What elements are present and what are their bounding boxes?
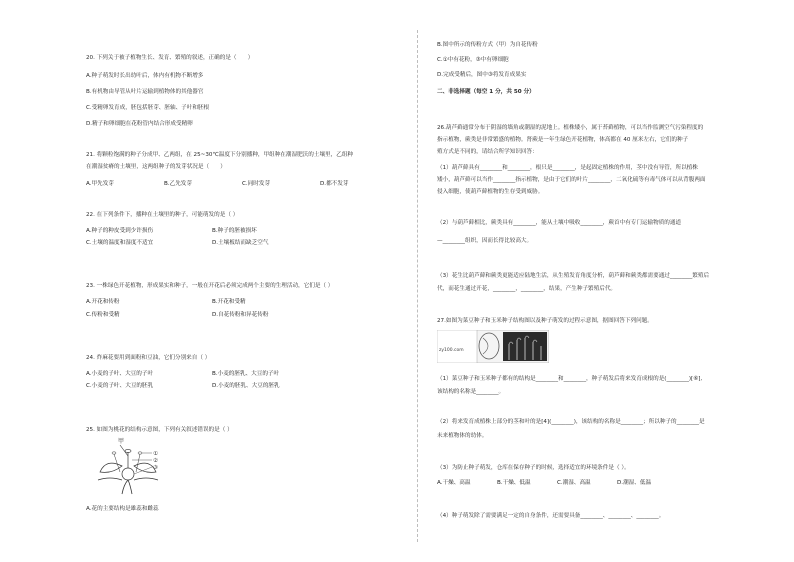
option-d: D.完成受精后，图中③将发育成果实 [437,72,527,78]
question-stem: 27.如图为菜豆种子和玉米种子结构图以及种子萌发的过程示意图，据图回答下列问题。 [437,318,653,324]
column-divider [417,30,418,542]
sub-question-3: （3）为防止种子萌发，仓库在保存种子的时候，选择适宜的环境条件是（ ）。 [437,465,630,471]
question-stem: 23. 一株绿色开花植物，形成果实和种子，一般在开花后必须完成两个主要的生理活动，它们是（ ） [86,283,334,289]
option-d: D.潮湿、低温 [617,480,652,486]
option-b: B.小麦的胚乳、大豆的子叶 [212,371,280,377]
figure-number-1: ① [153,451,158,457]
sub-question-1: （1）葫芦藓具有________和________，根只是________，是起固定植株的作用，茎中没有导管，所以植株 [437,165,698,171]
sub-question-2-cont: 未来植物体的幼体。 [437,433,488,439]
option-b: B.图中所示的传粉方式（甲）为自花传粉 [437,42,538,48]
option-a: A.干燥、高温 [437,480,471,486]
question-stem: 20. 下列关于被子植物生长、发育、繁殖的叙述，正确的是（ ） [86,55,254,61]
option-d: D.小麦的胚乳、大豆的胚乳 [212,383,280,389]
sub-question-1: （1）菜豆种子和玉米种子都有的结构是________和________，种子萌发后将来发育成根的是(________)[⑥], [437,376,703,382]
figure-label-jia: 甲 [118,438,125,445]
option-c: C.小麦的子叶、大豆的胚乳 [86,383,154,389]
question-stem-cont: 在潮湿贫瘠的土壤里，这两组种子的发芽状况是（ ） [86,164,226,170]
question-stem: 22. 在下列条件下，播种在土壤里的种子，可能萌发的是（ ） [86,212,239,218]
option-a: A.甲先发芽 [86,181,114,187]
option-a: A.开花和传粉 [86,299,120,305]
figure-number-3: ③ [153,465,158,471]
sub-question-3: （3）花生比葫芦藓和蕨类更能适应陆地生活，从生殖发育角度分析，葫芦藓和蕨类都需要通过________繁殖后 [437,273,710,279]
option-a: A.小麦的子叶、大豆的子叶 [86,371,154,377]
option-d: D.土壤板结而缺乏空气 [212,240,269,246]
sub-question-2: （2）与葫芦藓相比，蕨类具有________，能从土壤中吸收________，蕨首中有专门运输物质的通道 [437,220,682,226]
sub-question-4: （4）种子萌发除了需要满足一定的自身条件，还需要具备________、________、________。 [437,513,665,519]
left-column [86,0,396,562]
option-b: B.干燥、低温 [497,480,531,486]
sub-question-1-cont: 该结构的名称是________。 [437,389,505,395]
option-d: D.精子和卵细胞在花粉管内结合形成受精卵 [86,121,193,127]
option-d: D.自花传粉和异花传粉 [212,312,269,318]
seed-structure-photo-icon [437,330,549,363]
question-stem: 21. 将颗粒饱满的种子分成甲、乙两组，在 25~30℃温度下分别播种，甲组种在潮湿肥沃的土壤里，乙组种 [86,152,354,158]
option-c: C.受精卵发育成，胚包括胚芽、胚轴、子叶和胚根 [86,105,210,111]
option-a: A.花的主要结构是雄蕊和雌蕊 [86,506,159,512]
question-stem-cont: 殖方式是不同的，请结合所学知识回答： [437,149,538,155]
option-c: C.①中有花粉，③中有卵细胞 [437,57,509,63]
section-heading: 二、非选择题（每空 1 分，共 50 分） [437,89,535,95]
question-stem-cont: 指示植物，蕨类是非常繁盛的植物。肾蕨是一年生绿色开花植物，体高都在 40 厘米左右，它们的种子 [437,137,689,143]
sub-question-1-cont: 侵入细胞，使葫芦藓植物的生存受到威胁。 [437,189,544,195]
sub-question-2: （2）将来发育成植株上部分的茎和叶的是[4](________)，该结构的名称是________；所以种子的________是 [437,419,705,425]
option-c: C.土壤的温度和湿度不适宜 [86,240,154,246]
option-b: B.乙先发芽 [164,181,192,187]
question-stem: 25. 如图为桃花的结构示意图，下列有关叙述错误的是（ ） [86,427,233,433]
option-b: B.有机物由导管从叶片运输到植物体的其他器官 [86,89,204,95]
question-stem: 24. 炸麻花要用到面粉和豆油，它们分别来自（ ） [86,355,211,361]
figure-number-2: ② [153,458,158,464]
option-a: A.种子萌发时长出幼叶后，体内有机物不断增多 [86,73,204,79]
option-b: B.开花和受精 [212,299,246,305]
option-c: C.潮湿、高温 [557,480,591,486]
option-b: B.种子的胚被损坏 [212,228,257,234]
option-c: C.传粉和受精 [86,312,120,318]
question-stem: 26.葫芦藓通常分布于阴湿的墙角或潮湿的泥地上。植株矮小，属于苔藓植物，可以当作监测空气污染程度的 [437,125,704,131]
sub-question-3-cont: 代，而花生通过开花，________，________，结果，产生种子繁殖后代。 [437,286,617,292]
sub-question-1-cont: 矮小，葫芦藓可以当作________指示植物，是由于它们的叶片________，二氧化硫等有毒气体可以从背腹两面 [437,177,706,183]
sub-question-2-cont: —________组织，因而长得比较高大。 [437,238,533,244]
peach-flower-diagram-icon [92,436,172,498]
option-c: C.同时发芽 [242,181,271,187]
option-d: D.都不发芽 [320,181,349,187]
watermark-text: zy100.com [439,348,464,353]
option-a: A.种子的种皮受到少许损伤 [86,228,154,234]
right-column [437,0,759,562]
